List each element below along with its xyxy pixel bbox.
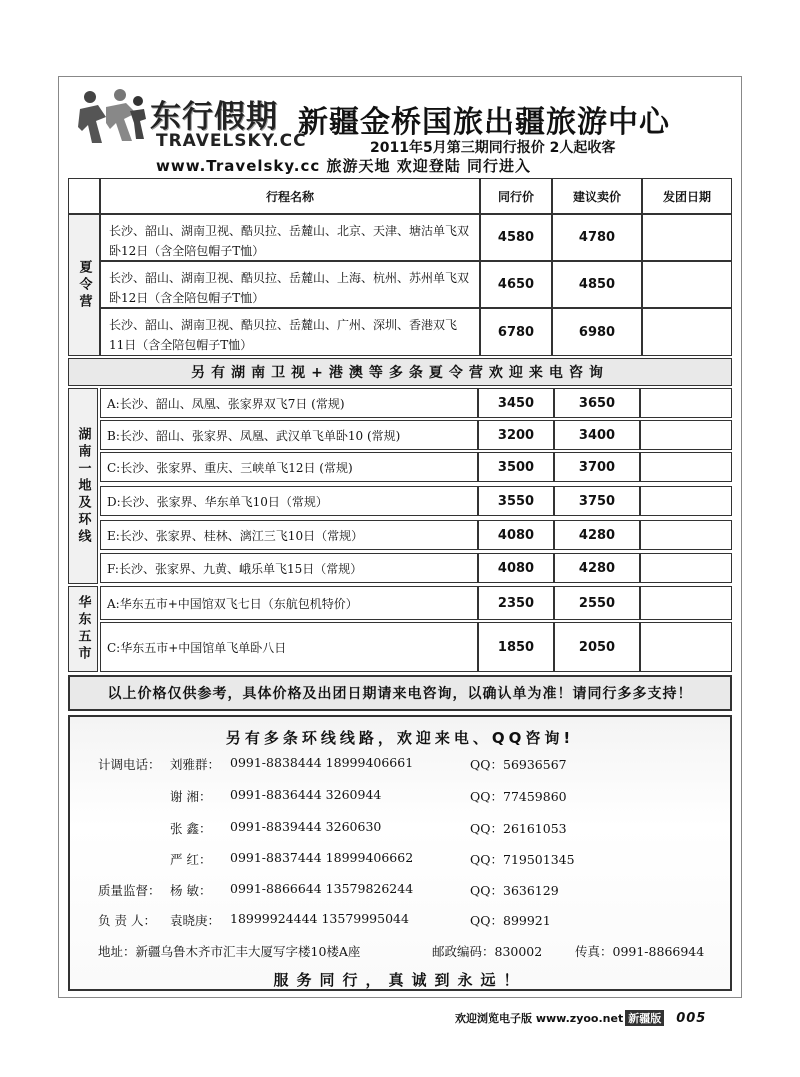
- header-route: 行程名称: [100, 178, 480, 214]
- peer-price: 4580: [480, 214, 552, 261]
- summer-notice: 另有湖南卫视+港澳等多条夏令营欢迎来电咨询: [68, 358, 732, 386]
- depart-date-cell: [642, 308, 732, 356]
- peer-price: 3500: [478, 452, 554, 482]
- depart-date-cell: [640, 553, 732, 583]
- peer-price: 3550: [478, 486, 554, 516]
- table-row-route: F:长沙、张家界、九黄、峨乐单飞15日（常规）: [100, 553, 478, 583]
- contact-address: 地址：新疆乌鲁木齐市汇丰大厦写字楼10楼A座: [98, 944, 361, 959]
- logo-english: TRAVELSKY.CC: [156, 131, 307, 151]
- contact-role: 质量监督：: [98, 883, 161, 898]
- retail-price: 3700: [554, 452, 640, 482]
- depart-date-cell: [642, 261, 732, 308]
- contact-postcode: 邮政编码：830002: [432, 944, 543, 959]
- table-row-route: B:长沙、韶山、张家界、凤凰、武汉单飞单卧10 (常规): [100, 420, 478, 450]
- contact-name: 杨 敏：: [170, 883, 212, 898]
- depart-date-cell: [640, 622, 732, 672]
- peer-price: 3450: [478, 388, 554, 418]
- retail-price: 4850: [552, 261, 642, 308]
- table-row-route: A:长沙、韶山、凤凰、张家界双飞7日 (常规): [100, 388, 478, 418]
- depart-date-cell: [640, 420, 732, 450]
- price-disclaimer: 以上价格仅供参考，具体价格及出团日期请来电咨询，以确认单为准！请同行多多支持！: [68, 675, 732, 711]
- retail-price: 3400: [554, 420, 640, 450]
- table-row-route: E:长沙、张家界、桂林、漓江三飞10日（常规）: [100, 520, 478, 550]
- contact-qq: QQ：56936567: [470, 757, 567, 772]
- contact-name: 严 红：: [170, 852, 212, 867]
- contact-name: 谢 湘：: [170, 789, 212, 804]
- depart-date-cell: [640, 586, 732, 620]
- peer-price: 6780: [480, 308, 552, 356]
- contact-name: 刘雅群：: [170, 757, 221, 772]
- table-row-route: C:华东五市+中国馆单飞单卧八日: [100, 622, 478, 672]
- header: [70, 85, 735, 178]
- peer-price: 3200: [478, 420, 554, 450]
- table-row-route: 长沙、韶山、湖南卫视、酷贝拉、岳麓山、北京、天津、塘沽单飞双卧12日（含全陪包帽子T恤）: [100, 214, 480, 261]
- contact-name: 张 鑫：: [170, 821, 212, 836]
- retail-price: 4280: [554, 520, 640, 550]
- edition-tag: 新疆版: [625, 1010, 664, 1026]
- slogan: 服务同行，真诚到永远！: [273, 971, 527, 989]
- logo-title: 东行假期: [150, 99, 278, 135]
- retail-price: 4280: [554, 553, 640, 583]
- website-line: www.Travelsky.cc 旅游天地 欢迎登陆 同行进入: [156, 157, 531, 175]
- depart-date-cell: [640, 486, 732, 516]
- contact-phone: 0991-8836444 3260944: [230, 787, 382, 802]
- header-depart-date: 发团日期: [642, 178, 732, 214]
- peer-price: 2350: [478, 586, 554, 620]
- table-row-route: A:华东五市+中国馆双飞七日（东航包机特价）: [100, 586, 478, 620]
- contact-qq: QQ：3636129: [470, 883, 559, 898]
- footer: [455, 1010, 706, 1026]
- contact-phone: 0991-8839444 3260630: [230, 819, 382, 834]
- contact-qq: QQ：77459860: [470, 789, 567, 804]
- contact-phone: 0991-8838444 18999406661: [230, 755, 414, 770]
- peer-price: 1850: [478, 622, 554, 672]
- contact-role: 负 责 人：: [98, 913, 156, 928]
- section-label-summer: 夏令营: [68, 214, 100, 356]
- table-row-route: D:长沙、张家界、华东单飞10日（常规）: [100, 486, 478, 516]
- peer-price: 4080: [478, 553, 554, 583]
- depart-date-cell: [640, 520, 732, 550]
- page-number: 005: [676, 1011, 707, 1026]
- contacts-title: 另有多条环线线路，欢迎来电、QQ咨询!: [225, 729, 575, 747]
- depart-date-cell: [640, 452, 732, 482]
- header-retail-price: 建议卖价: [552, 178, 642, 214]
- section-label-huadong: 华东五市: [68, 586, 98, 672]
- contact-phone: 0991-8837444 18999406662: [230, 850, 414, 865]
- table-row-route: 长沙、韶山、湖南卫视、酷贝拉、岳麓山、上海、杭州、苏州单飞双卧12日（含全陪包帽子T恤）: [100, 261, 480, 308]
- section-label-hunan: 湖南一地及环线: [68, 388, 98, 584]
- retail-price: 6980: [552, 308, 642, 356]
- contacts-box: [68, 715, 732, 991]
- logo-people-icon: [76, 87, 148, 147]
- agency-name: 新疆金桥国旅出疆旅游中心: [298, 105, 670, 140]
- retail-price: 2050: [554, 622, 640, 672]
- contact-name: 袁晓庚：: [170, 913, 221, 928]
- table-row-route: C:长沙、张家界、重庆、三峡单飞12日 (常规): [100, 452, 478, 482]
- retail-price: 4780: [552, 214, 642, 261]
- contact-qq: QQ：899921: [470, 913, 551, 928]
- contact-phone: 0991-8866644 13579826244: [230, 881, 414, 896]
- contact-phone: 18999924444 13579995044: [230, 911, 409, 926]
- contact-fax: 传真：0991-8866944: [575, 944, 705, 959]
- footer-text: 欢迎浏览电子版 www.zyoo.net: [455, 1012, 624, 1025]
- depart-date-cell: [642, 214, 732, 261]
- retail-price: 2550: [554, 586, 640, 620]
- table-row-route: 长沙、韶山、湖南卫视、酷贝拉、岳麓山、广州、深圳、香港双飞11日（含全陪包帽子T恤）: [100, 308, 480, 356]
- peer-price: 4650: [480, 261, 552, 308]
- header-peer-price: 同行价: [480, 178, 552, 214]
- retail-price: 3750: [554, 486, 640, 516]
- contact-qq: QQ：26161053: [470, 821, 567, 836]
- contact-role: 计调电话：: [98, 757, 161, 772]
- peer-price: 4080: [478, 520, 554, 550]
- contact-qq: QQ：719501345: [470, 852, 575, 867]
- issue-line: 2011年5月第三期同行报价 2人起收客: [370, 140, 616, 156]
- retail-price: 3650: [554, 388, 640, 418]
- depart-date-cell: [640, 388, 732, 418]
- header-blank-cell: [68, 178, 100, 214]
